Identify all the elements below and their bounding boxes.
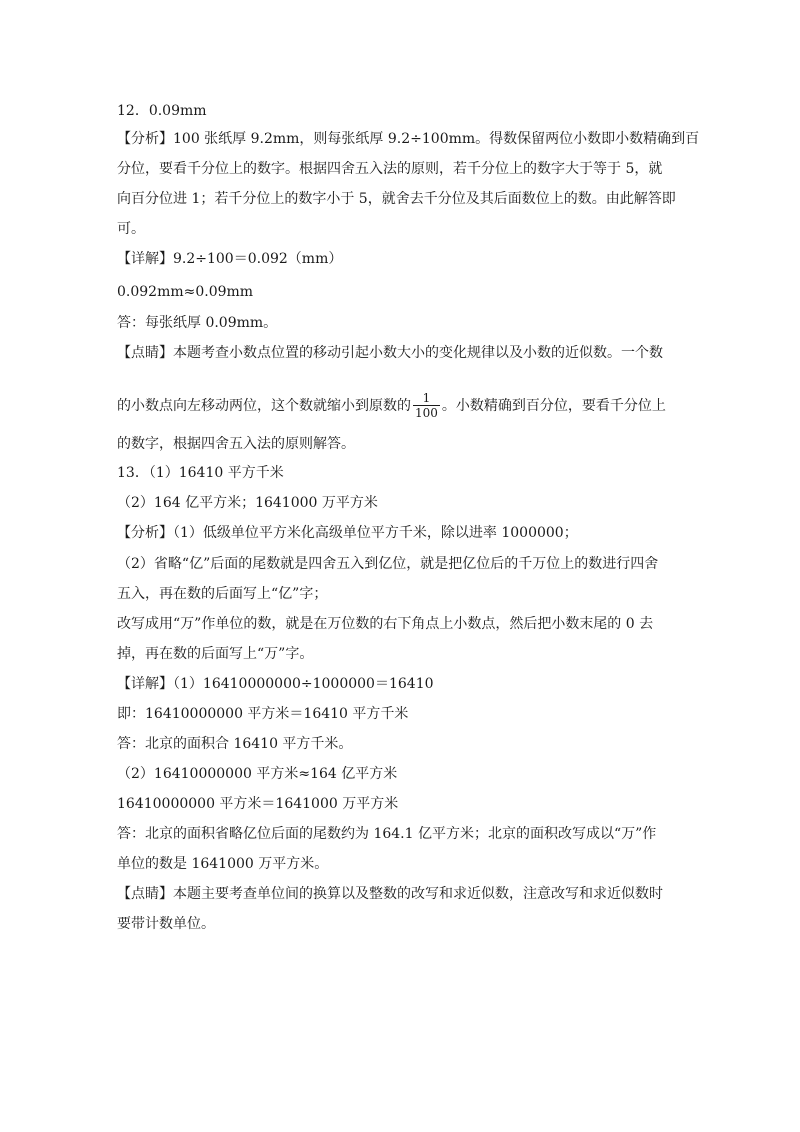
q13-detail-line-6: 答：北京的面积省略亿位后面的尾数约为 164.1 亿平方米；北京的面积改写成以“万”作 [117, 826, 657, 842]
q12-detail-line-3: 答：每张纸厚 0.09mm。 [117, 315, 278, 331]
q12-analysis-line-3: 向百分位进 1；若千分位上的数字小于 5，就舍去千分位及其后面数位上的数。由此解答即 [117, 191, 676, 207]
q13-detail-line-7: 单位的数是 1641000 万平方米。 [117, 856, 329, 872]
q12-comment-line-1: 【点睛】本题考查小数点位置的移动引起小数大小的变化规律以及小数的近似数。一个数 [117, 345, 663, 361]
q13-analysis-line-4: 改写成用“万”作单位的数，就是在万位数的右下角点上小数点，然后把小数末尾的 0 去 [117, 616, 654, 632]
q12-detail-line-2: 0.092mm≈0.09mm [117, 284, 254, 300]
q13-detail-line-3: 答：北京的面积合 16410 平方千米。 [117, 736, 353, 752]
fraction-numerator: 1 [422, 391, 431, 405]
q13-answer-line-2: （2）164 亿平方米；1641000 万平方米 [117, 495, 378, 511]
q13-answer-line-1: 13．（1）16410 平方千米 [117, 465, 284, 481]
q13-comment-line-2: 要带计数单位。 [117, 916, 215, 932]
q12-analysis-line-2: 分位，要看千分位上的数字。根据四舍五入法的原则，若千分位上的数字大于等于 5，就 [117, 161, 663, 177]
q12-comment-after-fraction: 。小数精确到百分位，要看千分位上 [441, 398, 666, 414]
q13-analysis-line-2: （2）省略“亿”后面的尾数就是四舍五入到亿位，就是把亿位后的千万位上的数进行四舍 [117, 556, 659, 572]
q13-detail-line-2: 即：16410000000 平方米＝16410 平方千米 [117, 706, 409, 722]
q12-analysis-line-1: 【分析】100 张纸厚 9.2mm，则每张纸厚 9.2÷100mm。得数保留两位小数即小数精确到百 [117, 131, 700, 147]
q12-comment-line-3: 的数字，根据四舍五入法的原则解答。 [117, 436, 355, 452]
q13-comment-line-1: 【点睛】本题主要考查单位间的换算以及整数的改写和求近似数，注意改写和求近似数时 [117, 886, 663, 902]
q13-detail-line-4: （2）16410000000 平方米≈164 亿平方米 [117, 766, 398, 782]
fraction [413, 392, 440, 420]
q12-comment-line-2 [117, 388, 707, 424]
fraction-denominator: 100 [415, 406, 438, 420]
q13-detail-line-5: 16410000000 平方米＝1641000 万平方米 [117, 796, 399, 812]
q12-analysis-line-4: 可。 [117, 221, 145, 237]
q12-answer: 12．0.09mm [117, 103, 207, 119]
q13-analysis-line-1: 【分析】（1）低级单位平方米化高级单位平方千米，除以进率 1000000； [117, 525, 578, 541]
q13-analysis-line-3: 五入，再在数的后面写上“亿”字； [117, 586, 328, 602]
q12-detail-line-1: 【详解】9.2÷100＝0.092（mm） [117, 251, 343, 267]
q13-detail-line-1: 【详解】（1）16410000000÷1000000＝16410 [117, 676, 434, 692]
q13-analysis-line-5: 掉，再在数的后面写上“万”字。 [117, 646, 314, 662]
q12-comment-before-fraction: 的小数点向左移动两位，这个数就缩小到原数的 [117, 398, 411, 414]
